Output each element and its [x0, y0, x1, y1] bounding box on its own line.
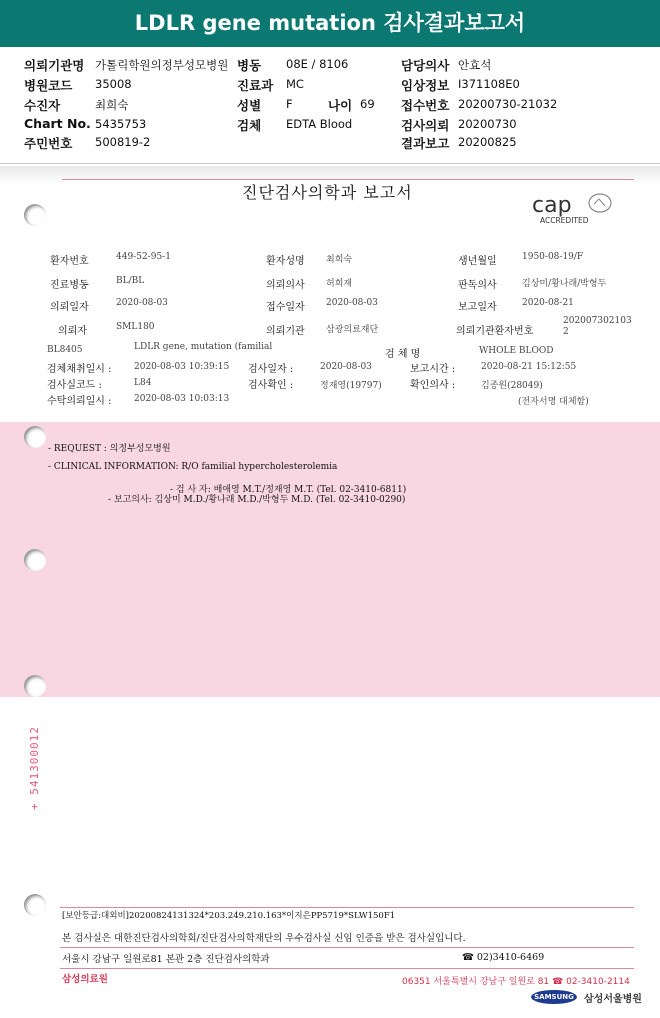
cap-accredited-text: ACCREDITED	[540, 216, 589, 225]
header-value: 500819-2	[95, 135, 151, 149]
detail-label: 검사실코드 :	[47, 380, 102, 391]
detail-value: L84	[134, 378, 152, 388]
header-value: 5435753	[95, 117, 147, 131]
info-value: 2020-08-03	[116, 298, 168, 308]
info-label: 판독의사	[458, 280, 497, 291]
test-code: BL8405	[47, 345, 83, 355]
info-label: 진료병동	[50, 280, 89, 291]
info-label: 접수일자	[266, 302, 305, 313]
detail-label: 검체채취일시 :	[47, 364, 112, 375]
header-label: 진료과	[237, 78, 274, 93]
rule	[60, 968, 634, 969]
certification-note: 본 검사실은 대한진단검사의학회/진단검사의학재단의 우수검사실 신임 인증을 받은 검사실입니다.	[62, 933, 466, 944]
detail-label: 검사확인 :	[248, 380, 294, 391]
detail-label: 확인의사 :	[410, 380, 456, 391]
footer-left-logo: 삼성의료원	[62, 974, 108, 985]
header-value: 69	[360, 97, 375, 111]
footer-brand: 삼성서울병원	[584, 994, 642, 1005]
request-line: - REQUEST : 의정부성모병원	[48, 444, 171, 454]
header-label: 병동	[237, 58, 262, 73]
header-value: 20200825	[458, 135, 517, 149]
header-label: 병원코드	[24, 78, 73, 93]
security-line: [보안등급:대외비]20200824131324*203.249.210.163*이지은PP5719*SLW150F1	[62, 911, 396, 921]
info-label: 의뢰기관환자번호	[456, 326, 534, 337]
header-label: 접수번호	[401, 98, 450, 113]
info-label: 의뢰자	[58, 326, 87, 337]
bottom-red-rule	[60, 907, 634, 908]
report-title: 진단검사의학과 보고서	[242, 183, 413, 202]
info-value: SML180	[116, 322, 155, 332]
header-label: 결과보고	[401, 136, 450, 151]
info-label: 생년월일	[458, 256, 497, 267]
cap-accredited-logo	[530, 190, 622, 226]
punch-hole	[24, 549, 46, 571]
header-value: 안효석	[458, 58, 492, 72]
rule	[60, 947, 634, 948]
info-value: 449-52-95-1	[116, 252, 171, 262]
punch-hole	[24, 675, 46, 697]
specimen-value: WHOLE BLOOD	[479, 346, 554, 356]
header-label: 담당의사	[401, 58, 450, 73]
test-name: LDLR gene, mutation (familial	[134, 342, 273, 352]
info-label: 의뢰의사	[266, 280, 305, 291]
info-label: 환자성명	[266, 256, 305, 267]
examiner-line: - 검 사 자: 배애영 M.T./정재영 M.T. (Tel. 02-3410-6811)	[170, 485, 407, 495]
header-label: 성별	[237, 98, 262, 113]
reporter-line: - 보고의사: 김상미 M.D./황나래 M.D./박형두 M.D. (Tel. 02-3410-0290)	[108, 495, 406, 505]
info-label: 의뢰기관	[266, 326, 305, 337]
header-label: 주민번호	[24, 136, 73, 151]
detail-value: 2020-08-03 10:03:13	[134, 394, 230, 404]
info-value: 2020-08-03	[326, 298, 378, 308]
info-label: 의뢰일자	[50, 302, 89, 313]
info-value: 김상미/황나래/박형두	[522, 279, 607, 289]
header-value: 35008	[95, 77, 132, 91]
cap-logo-text: cap	[532, 193, 572, 218]
detail-value: 김종원(28049)	[481, 381, 543, 391]
punch-hole	[24, 426, 46, 448]
detail-value: 정재영(19797)	[320, 381, 382, 391]
header-value: EDTA Blood	[286, 117, 353, 131]
lab-phone: ☎ 02)3410-6469	[462, 952, 545, 963]
vertical-serial-number: + 541300012	[28, 726, 41, 810]
footer-address: 06351 서울특별시 강남구 일원로 81 ☎ 02-3410-2114	[402, 977, 630, 987]
info-label: 보고일자	[458, 302, 497, 313]
detail-value: 2020-08-03	[320, 362, 372, 372]
header-value: F	[286, 97, 293, 111]
report-banner-title: LDLR gene mutation 검사결과보고서	[0, 0, 660, 47]
info-label: 환자번호	[50, 256, 89, 267]
header-value: I371108E0	[458, 77, 520, 91]
info-value: 2020-08-21	[522, 298, 574, 308]
header-label: Chart No.	[24, 116, 91, 131]
header-label: 검체	[237, 118, 262, 133]
header-value: MC	[286, 77, 304, 91]
lab-address: 서울시 강남구 일원로81 본관 2층 진단검사의학과	[62, 954, 270, 965]
info-value: BL/BL	[116, 276, 145, 286]
header-label: 나이	[328, 98, 353, 113]
detail-value: 2020-08-03 10:39:15	[134, 362, 230, 372]
info-value: 최희숙	[326, 255, 353, 265]
info-value: 삼광의료재단	[326, 325, 379, 335]
clinical-info-line: - CLINICAL INFORMATION: R/O familial hypercholesterolemia	[48, 462, 338, 472]
header-label: 임상정보	[401, 78, 450, 93]
info-value: 1950-08-19/F	[522, 252, 584, 262]
info-value: 허희재	[326, 279, 353, 289]
header-label: 수진자	[24, 98, 61, 113]
specimen-label: 검 체 명	[385, 349, 421, 360]
header-divider	[0, 163, 660, 164]
detail-label: 수탁의뢰일시 :	[47, 396, 112, 407]
header-value: 가톨릭학원의정부성모병원	[95, 58, 229, 72]
samsung-logo: SAMSUNG	[531, 990, 577, 1004]
header-value: 08E / 8106	[286, 57, 349, 71]
header-label: 의뢰기관명	[24, 58, 85, 73]
detail-label: 보고시간 :	[410, 364, 456, 375]
info-value: 202007302103 2	[563, 316, 632, 337]
esign-note: (전자서명 대체함)	[518, 397, 589, 407]
header-value: 20200730	[458, 117, 517, 131]
header-value: 20200730-21032	[458, 97, 558, 111]
punch-hole	[24, 204, 46, 226]
punch-hole	[24, 894, 46, 916]
header-label: 검사의뢰	[401, 118, 450, 133]
header-value: 최희숙	[95, 98, 129, 112]
detail-label: 검사일자 :	[248, 364, 294, 375]
detail-value: 2020-08-21 15:12:55	[481, 362, 577, 372]
